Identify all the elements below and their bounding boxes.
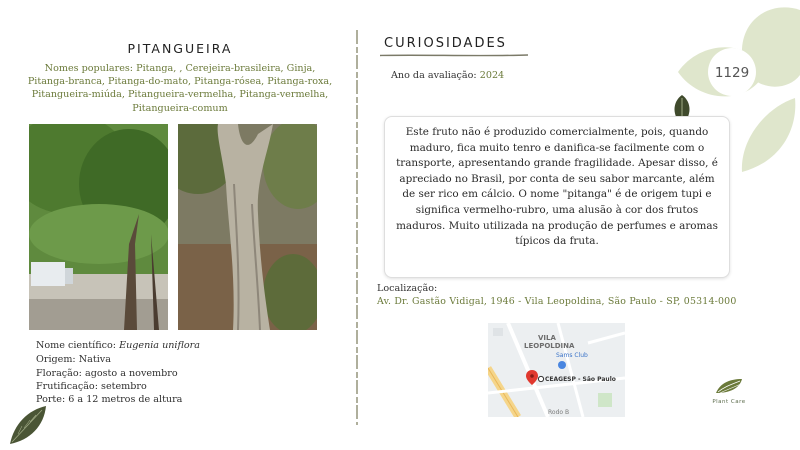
curiosities-title: CURIOSIDADES — [384, 36, 507, 51]
map-poi-icon — [558, 361, 566, 369]
popular-names — [24, 62, 336, 115]
curiosities-text: Este fruto não é produzido comercialmente, pois, quando maduro, fica muito tenro e danifica-se facilmente com o transporte, apresentando grande fragilidade. Apesar disso, é apreciado no Brasil, por conta de seu sabor marcante, além de ser rico em cálcio. O nome "pitanga" é de origem tupi e significa vermelho-rubro, uma alusão à cor dos frutos maduros. Muito utilizada na produção de perfumes e aromas típicos da fruta. — [396, 126, 718, 248]
flowering-label: Floração: — [36, 368, 82, 379]
tree-photo-street — [29, 124, 168, 330]
fruiting-value: setembro — [101, 381, 147, 392]
origin-label: Origem: — [36, 354, 76, 365]
logo-leaf-icon — [714, 377, 744, 395]
leaf-decoration-bottom-left — [8, 404, 48, 446]
size-value: 6 a 12 metros de altura — [68, 394, 183, 405]
year-value: 2024 — [479, 70, 505, 81]
map-district-line1: VILA — [538, 334, 556, 342]
location-label: Localização: — [377, 283, 438, 294]
vertical-divider — [356, 30, 358, 425]
fact-origin — [36, 354, 111, 365]
location-map[interactable] — [488, 323, 625, 417]
location-address: Av. Dr. Gastão Vidigal, 1946 - Vila Leopoldina, São Paulo - SP, 05314-000 — [377, 296, 737, 307]
species-title: PITANGUEIRA — [127, 41, 233, 56]
map-pin-label: CEAGESP - São Paulo — [545, 376, 616, 383]
fact-scientific-name — [36, 340, 200, 351]
scientific-name-label: Nome científico: — [36, 340, 116, 351]
leaf-shape-bottom — [742, 98, 795, 172]
tree-photo-trunk — [178, 124, 317, 330]
map-poi-label: Sams Club — [556, 352, 588, 359]
fruiting-label: Frutificação: — [36, 381, 98, 392]
curiosities-text-box — [384, 116, 730, 278]
fact-flowering — [36, 368, 178, 379]
popular-names-label: Nomes populares: — [44, 63, 134, 74]
flowering-value: agosto a novembro — [84, 368, 178, 379]
origin-value: Nativa — [78, 354, 111, 365]
record-number-badge: 1129 — [714, 65, 750, 81]
scientific-name-value: Eugenia uniflora — [119, 340, 200, 351]
map-street-label: Rodo B — [548, 409, 570, 416]
fact-fruiting — [36, 381, 147, 392]
plant-care-logo — [709, 377, 749, 409]
size-label: Porte: — [36, 394, 66, 405]
popular-names-value: Pitanga, , Cerejeira-brasileira, Ginja, Pitanga-branca, Pitanga-do-mato, Pitanga-rósea, Pitanga-roxa, Pitangueira-miúda, Pitangueira-vermelha, Pitanga-vermelha, Pitangueira-comum — [27, 63, 333, 114]
fact-size — [36, 394, 182, 405]
title-underline — [380, 54, 528, 57]
logo-text: Plant Care — [712, 399, 746, 405]
year-label: Ano da avaliação: — [391, 70, 477, 81]
evaluation-year — [391, 70, 504, 81]
map-district-line2: LEOPOLDINA — [524, 342, 575, 350]
